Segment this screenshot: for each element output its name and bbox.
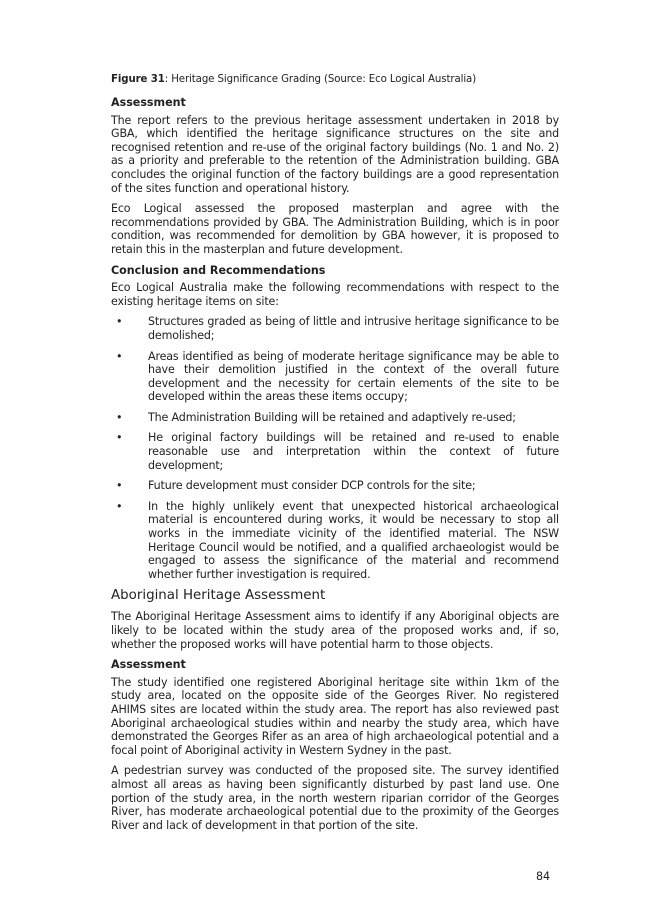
figure-caption bbox=[111, 73, 559, 86]
bullet-icon: • bbox=[116, 499, 123, 513]
assessment-paragraph-2: Eco Logical assessed the proposed masterplan and agree with the recommendations provided by GBA. The Administration Building, which is in poor condition, was recommended for demolition by GBA however, it is proposed to retain this in the masterplan and future development. bbox=[111, 202, 559, 256]
assessment-heading: Assessment bbox=[111, 96, 186, 109]
list-item-text: Structures graded as being of little and intrusive heritage significance to be demolished; bbox=[148, 315, 559, 342]
list-item-text: Areas identified as being of moderate heritage significance may be able to have their demolition justified in the context of the overall future development and the necessity for certain elements of the site to be developed within the areas these items occupy; bbox=[148, 349, 559, 404]
bullet-icon: • bbox=[116, 315, 123, 329]
list-item bbox=[111, 315, 559, 342]
list-item bbox=[111, 500, 559, 582]
list-item-text: In the highly unlikely event that unexpected historical archaeological material is encountered during works, it would be necessary to stop all works in the immediate vicinity of the identified material. The NSW Heritage Council would be notified, and a qualified archaeologist would be engaged to assess the significance of the material and recommend whether further investigation is required. bbox=[148, 499, 559, 581]
list-item-text: The Administration Building will be retained and adaptively re-used; bbox=[148, 410, 516, 424]
aboriginal-section-title: Aboriginal Heritage Assessment bbox=[111, 588, 326, 604]
recommendations-list bbox=[111, 315, 559, 581]
document-page bbox=[111, 73, 559, 839]
page-number: 84 bbox=[536, 870, 551, 883]
list-item-text: He original factory buildings will be retained and re-used to enable reasonable use and interpretation within the context of future development; bbox=[148, 431, 559, 472]
list-item-text: Future development must consider DCP controls for the site; bbox=[148, 479, 476, 493]
assessment-paragraph-1: The report refers to the previous heritage assessment undertaken in 2018 by GBA, which identified the heritage significance structures on the site and recognised retention and re-use of the original factory buildings (No. 1 and No. 2) as a priority and preferable to the retention of the Administration building. GBA concludes the original function of the factory buildings are a good representation of the sites function and operational history. bbox=[111, 113, 559, 195]
list-item bbox=[111, 350, 559, 404]
aboriginal-paragraph-2: A pedestrian survey was conducted of the proposed site. The survey identified almost all areas as having been significantly disturbed by past land use. One portion of the study area, in the north western riparian corridor of the Georges River, has moderate archaeological potential due to the proximity of the Georges River and lack of development in that portion of the site. bbox=[111, 764, 559, 832]
list-item bbox=[111, 479, 559, 493]
bullet-icon: • bbox=[116, 349, 123, 363]
aboriginal-paragraph-1: The study identified one registered Aboriginal heritage site within 1km of the study area, located on the opposite side of the Georges River. No registered AHIMS sites are located within the study area. The report has also reviewed past Aboriginal archaeological studies within and nearby the study area, which have demonstrated the Georges Rifer as an area of high archaeological potential and a focal point of Aboriginal activity in Western Sydney in the past. bbox=[111, 675, 559, 757]
bullet-icon: • bbox=[116, 431, 123, 445]
aboriginal-assessment-heading: Assessment bbox=[111, 658, 186, 672]
figure-caption-text: : Heritage Significance Grading (Source: Eco Logical Australia) bbox=[164, 74, 477, 85]
aboriginal-intro: The Aboriginal Heritage Assessment aims to identify if any Aboriginal objects are likely to be located within the study area of the proposed works and, if so, whether the proposed works will have potential harm to those objects. bbox=[111, 610, 559, 651]
conclusion-heading: Conclusion and Recommendations bbox=[111, 263, 326, 277]
conclusion-intro: Eco Logical Australia make the following recommendations with respect to the existing heritage items on site: bbox=[111, 281, 559, 308]
figure-label: Figure 31 bbox=[111, 74, 165, 85]
bullet-icon: • bbox=[116, 479, 123, 493]
list-item bbox=[111, 431, 559, 472]
bullet-icon: • bbox=[116, 410, 123, 424]
list-item bbox=[111, 411, 559, 425]
